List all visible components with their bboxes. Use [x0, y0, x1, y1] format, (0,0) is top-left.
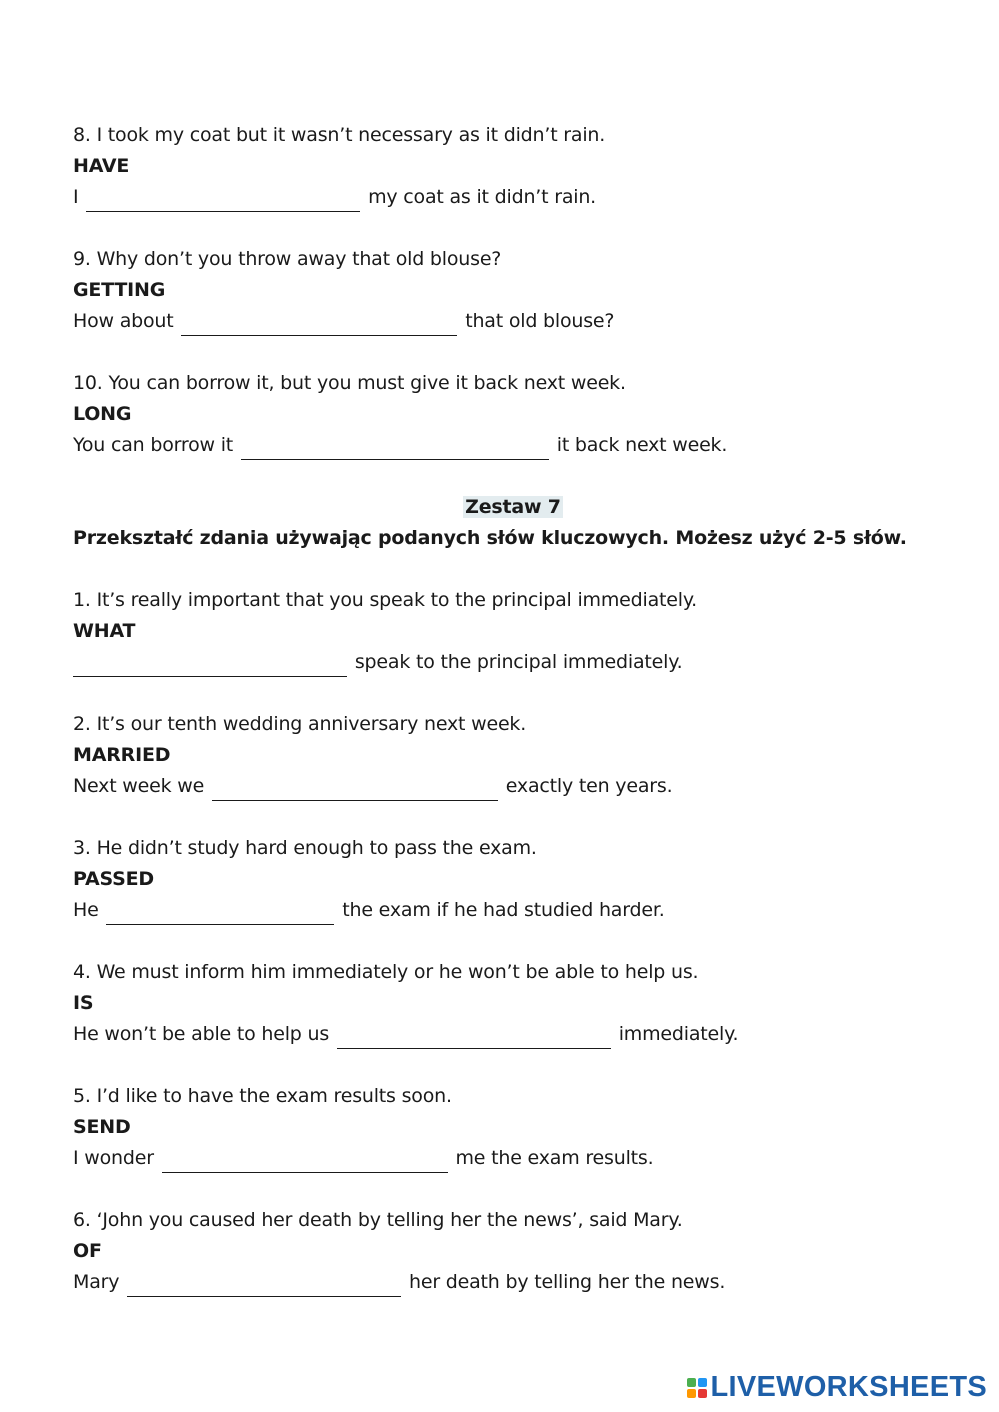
original-sentence: 3. He didn’t study hard enough to pass the exam.: [73, 837, 537, 859]
transform-line: [73, 1267, 953, 1298]
logo-text: LIVEWORKSHEETS: [710, 1371, 987, 1403]
text-before-gap: He won’t be able to help us: [73, 1023, 330, 1045]
original-sentence: 10. You can borrow it, but you must give it back next week.: [73, 372, 626, 394]
exercise-item-2: [73, 709, 953, 802]
answer-input-6[interactable]: [127, 1276, 401, 1297]
logo-cell-red: [698, 1389, 707, 1398]
exercise-item-9: [73, 244, 953, 337]
answer-input-5[interactable]: [162, 1152, 448, 1173]
transform-line: [73, 895, 953, 926]
keyword: HAVE: [73, 155, 130, 177]
answer-input-10[interactable]: [241, 439, 549, 460]
text-after-gap: her death by telling her the news.: [408, 1271, 726, 1293]
set-title-text: Zestaw 7: [465, 496, 561, 518]
answer-input-4[interactable]: [337, 1028, 611, 1049]
text-after-gap: speak to the principal immediately.: [354, 651, 683, 673]
worksheet-page: [73, 120, 953, 1298]
exercise-item-6: [73, 1205, 953, 1298]
text-after-gap: that old blouse?: [465, 310, 615, 332]
logo-cell-green: [687, 1378, 696, 1387]
set-title: [73, 492, 953, 523]
original-sentence: 4. We must inform him immediately or he won’t be able to help us.: [73, 961, 699, 983]
keyword: SEND: [73, 1116, 131, 1138]
transform-line: [73, 1143, 953, 1174]
text-after-gap: it back next week.: [556, 434, 728, 456]
exercise-item-8: [73, 120, 953, 213]
liveworksheets-logo[interactable]: [687, 1371, 988, 1404]
text-before-gap: Mary: [73, 1271, 120, 1293]
original-sentence: 1. It’s really important that you speak to the principal immediately.: [73, 589, 698, 611]
transform-line: [73, 647, 953, 678]
transform-line: [73, 306, 953, 337]
transform-line: [73, 430, 953, 461]
text-after-gap: immediately.: [618, 1023, 739, 1045]
answer-input-9[interactable]: [181, 315, 457, 336]
logo-cell-blue: [698, 1378, 707, 1387]
answer-input-3[interactable]: [106, 904, 334, 925]
exercise-item-10: [73, 368, 953, 461]
text-after-gap: the exam if he had studied harder.: [342, 899, 665, 921]
keyword: GETTING: [73, 279, 166, 301]
answer-input-8[interactable]: [86, 191, 360, 212]
text-before-gap: I: [73, 186, 79, 208]
keyword: IS: [73, 992, 94, 1014]
answer-input-1[interactable]: [73, 656, 347, 677]
text-before-gap: How about: [73, 310, 174, 332]
text-after-gap: me the exam results.: [455, 1147, 654, 1169]
text-before-gap: He: [73, 899, 99, 921]
keyword: MARRIED: [73, 744, 171, 766]
text-before-gap: Next week we: [73, 775, 205, 797]
keyword: OF: [73, 1240, 102, 1262]
text-after-gap: exactly ten years.: [505, 775, 673, 797]
keyword: LONG: [73, 403, 132, 425]
original-sentence: 8. I took my coat but it wasn’t necessary as it didn’t rain.: [73, 124, 606, 146]
text-before-gap: You can borrow it: [73, 434, 234, 456]
exercise-item-1: [73, 585, 953, 678]
exercise-item-5: [73, 1081, 953, 1174]
logo-grid-icon: [687, 1378, 707, 1398]
transform-line: [73, 771, 953, 802]
transform-line: [73, 1019, 953, 1050]
answer-input-2[interactable]: [212, 780, 498, 801]
text-after-gap: my coat as it didn’t rain.: [368, 186, 597, 208]
original-sentence: 9. Why don’t you throw away that old blouse?: [73, 248, 502, 270]
keyword: PASSED: [73, 868, 154, 890]
set-instruction: Przekształć zdania używając podanych słów kluczowych. Możesz użyć 2-5 słów.: [73, 527, 907, 549]
keyword: WHAT: [73, 620, 136, 642]
logo-cell-orange: [687, 1389, 696, 1398]
transform-line: [73, 182, 953, 213]
original-sentence: 5. I’d like to have the exam results soon.: [73, 1085, 452, 1107]
text-before-gap: I wonder: [73, 1147, 154, 1169]
exercise-item-3: [73, 833, 953, 926]
original-sentence: 2. It’s our tenth wedding anniversary next week.: [73, 713, 527, 735]
exercise-item-4: [73, 957, 953, 1050]
original-sentence: 6. ‘John you caused her death by telling her the news’, said Mary.: [73, 1209, 683, 1231]
